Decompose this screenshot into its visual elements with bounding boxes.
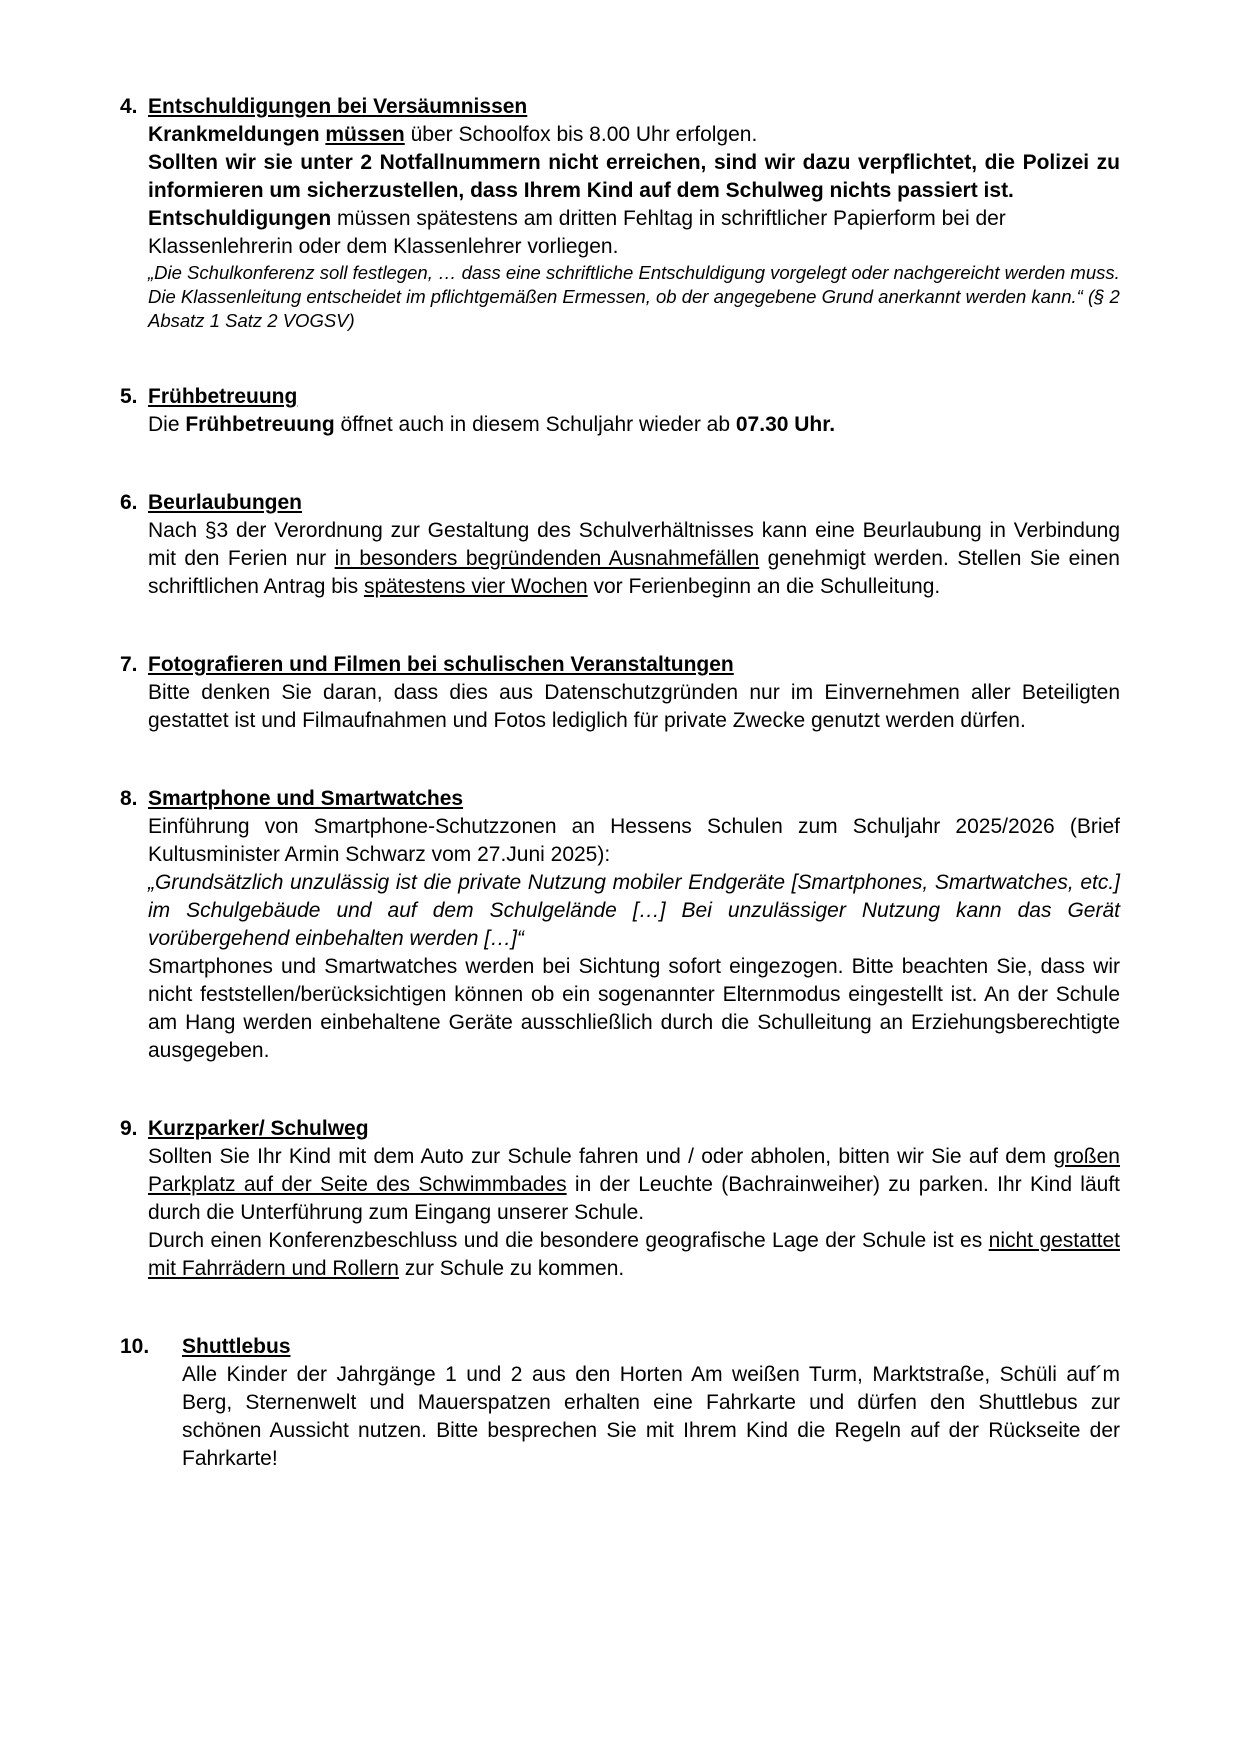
section-number: 6.	[120, 491, 138, 514]
section-number: 4.	[120, 95, 138, 118]
paragraph	[148, 261, 1120, 333]
text-run: Bitte denken Sie daran, dass dies aus Datenschutzgründen nur im Einvernehmen aller Beteiligten gestattet ist und Filmaufnahmen und Fotos lediglich für private Zwecke genutzt werden dürfen.	[148, 681, 1120, 732]
paragraph	[182, 1361, 1120, 1473]
section-6	[120, 489, 1120, 601]
text-run: großen Parkplatz auf der Seite des Schwimmbades	[148, 1145, 1120, 1196]
section-heading: Fotografieren und Filmen bei schulischen Veranstaltungen	[148, 653, 734, 676]
paragraph	[148, 953, 1120, 1065]
section-number: 5.	[120, 385, 138, 408]
paragraph	[148, 869, 1120, 953]
text-run: zur Schule zu kommen.	[398, 1257, 625, 1280]
section-body	[148, 489, 1120, 601]
text-run: Einführung von Smartphone-Schutzzonen an Hessens Schulen zum Schuljahr 2025/2026 (Brief Kultusminister Armin Schwarz vom 27.Juni 2025):	[148, 815, 1120, 866]
section-10	[120, 1333, 1120, 1473]
paragraph	[148, 517, 1120, 601]
text-run: Sollten Sie Ihr Kind mit dem Auto zur Schule fahren und / oder abholen, bitten wir Sie auf dem	[148, 1145, 1054, 1168]
section-heading: Kurzparker/ Schulweg	[148, 1117, 369, 1140]
section-body	[182, 1333, 1120, 1473]
section-heading: Smartphone und Smartwatches	[148, 787, 464, 810]
text-run: in der Leuchte (Bachrainweiher) zu parken. Ihr Kind läuft durch die Unterführung zum Eingang unserer Schule.	[148, 1173, 1121, 1224]
section-number: 8.	[120, 787, 138, 810]
paragraph	[148, 679, 1120, 735]
section-heading: Shuttlebus	[182, 1335, 291, 1358]
text-run: müssen spätestens am dritten Fehltag in schriftlicher Papierform bei der Klassenlehrerin oder dem Klassenlehrer vorliegen.	[148, 207, 1006, 258]
section-heading: Entschuldigungen bei Versäumnissen	[148, 95, 528, 118]
text-run: Krankmeldungen	[148, 123, 326, 146]
text-run: in besonders begründenden Ausnahmefällen	[334, 547, 760, 570]
section-4	[120, 93, 1120, 333]
section-7	[120, 651, 1120, 735]
text-run: Entschuldigungen	[148, 207, 332, 230]
text-run: Die	[148, 413, 186, 436]
paragraph	[148, 411, 1120, 439]
section-8	[120, 785, 1120, 1065]
section-body	[148, 383, 1120, 439]
text-run: „Die Schulkonferenz soll festlegen, … dass eine schriftliche Entschuldigung vorgelegt oder nachgereicht werden muss. Die Klassenleitung entscheidet im pflichtgemäßen Ermessen, ob der angegebene Grund anerkannt werden kann.“ (§ 2 Absatz 1 Satz 2 VOGSV)	[148, 262, 1120, 331]
text-run: Sollten wir sie unter 2 Notfallnummern nicht erreichen, sind wir dazu verpflichtet, die Polizei zu informieren um sicherzustellen, dass Ihrem Kind auf dem Schulweg nichts passiert ist.	[148, 151, 1120, 202]
paragraph	[148, 1227, 1120, 1283]
text-run: vor Ferienbeginn an die Schulleitung.	[587, 575, 941, 598]
section-number: 7.	[120, 653, 138, 676]
paragraph	[148, 149, 1120, 205]
text-run: Frühbetreuung	[185, 413, 335, 436]
section-body	[148, 93, 1120, 333]
paragraph	[148, 205, 1120, 261]
section-5	[120, 383, 1120, 439]
text-run: öffnet auch in diesem Schuljahr wieder ab	[334, 413, 736, 436]
text-run: nicht gestattet mit Fahrrädern und Rollern	[148, 1229, 1120, 1280]
text-run: Nach §3 der Verordnung zur Gestaltung des Schulverhältnisses kann eine Beurlaubung in Verbindung mit den Ferien nur	[148, 519, 1120, 570]
text-run: genehmigt werden. Stellen Sie einen schriftlichen Antrag bis	[148, 547, 1120, 598]
paragraph	[148, 1143, 1120, 1227]
paragraph	[148, 121, 1120, 149]
text-run: Smartphones und Smartwatches werden bei Sichtung sofort eingezogen. Bitte beachten Sie, dass wir nicht feststellen/berücksichtigen können ob ein sogenannter Elternmodus eingestellt ist. An der Schule am Hang werden einbehaltene Geräte ausschließlich durch die Schulleitung an Erziehungsberechtigte ausgegeben.	[148, 955, 1120, 1062]
text-run: müssen	[325, 123, 405, 146]
section-body	[148, 651, 1120, 735]
document-sections	[120, 93, 1120, 1473]
text-run: spätestens vier Wochen	[363, 575, 588, 598]
text-run: 07.30 Uhr.	[735, 413, 836, 436]
section-number: 10.	[120, 1335, 150, 1358]
paragraph	[148, 813, 1120, 869]
text-run: Durch einen Konferenzbeschluss und die besondere geografische Lage der Schule ist es	[148, 1229, 989, 1252]
text-run: „Grundsätzlich unzulässig ist die private Nutzung mobiler Endgeräte [Smartphones, Smartwatches, etc.] im Schulgebäude und auf dem Schulgelände […] Bei unzulässiger Nutzung kann das Gerät vorübergehend einbehalten werden […]“	[148, 871, 1120, 950]
section-9	[120, 1115, 1120, 1283]
section-number: 9.	[120, 1117, 138, 1140]
text-run: Alle Kinder der Jahrgänge 1 und 2 aus den Horten Am weißen Turm, Marktstraße, Schüli auf´m Berg, Sternenwelt und Mauerspatzen erhalten eine Fahrkarte und dürfen den Shuttlebus zur schönen Aussicht nutzen. Bitte besprechen Sie mit Ihrem Kind die Regeln auf der Rückseite der Fahrkarte!	[182, 1363, 1120, 1470]
section-body	[148, 1115, 1120, 1283]
section-body	[148, 785, 1120, 1065]
section-heading: Beurlaubungen	[148, 491, 303, 514]
text-run: über Schoolfox bis 8.00 Uhr erfolgen.	[404, 123, 758, 146]
section-heading: Frühbetreuung	[148, 385, 298, 408]
